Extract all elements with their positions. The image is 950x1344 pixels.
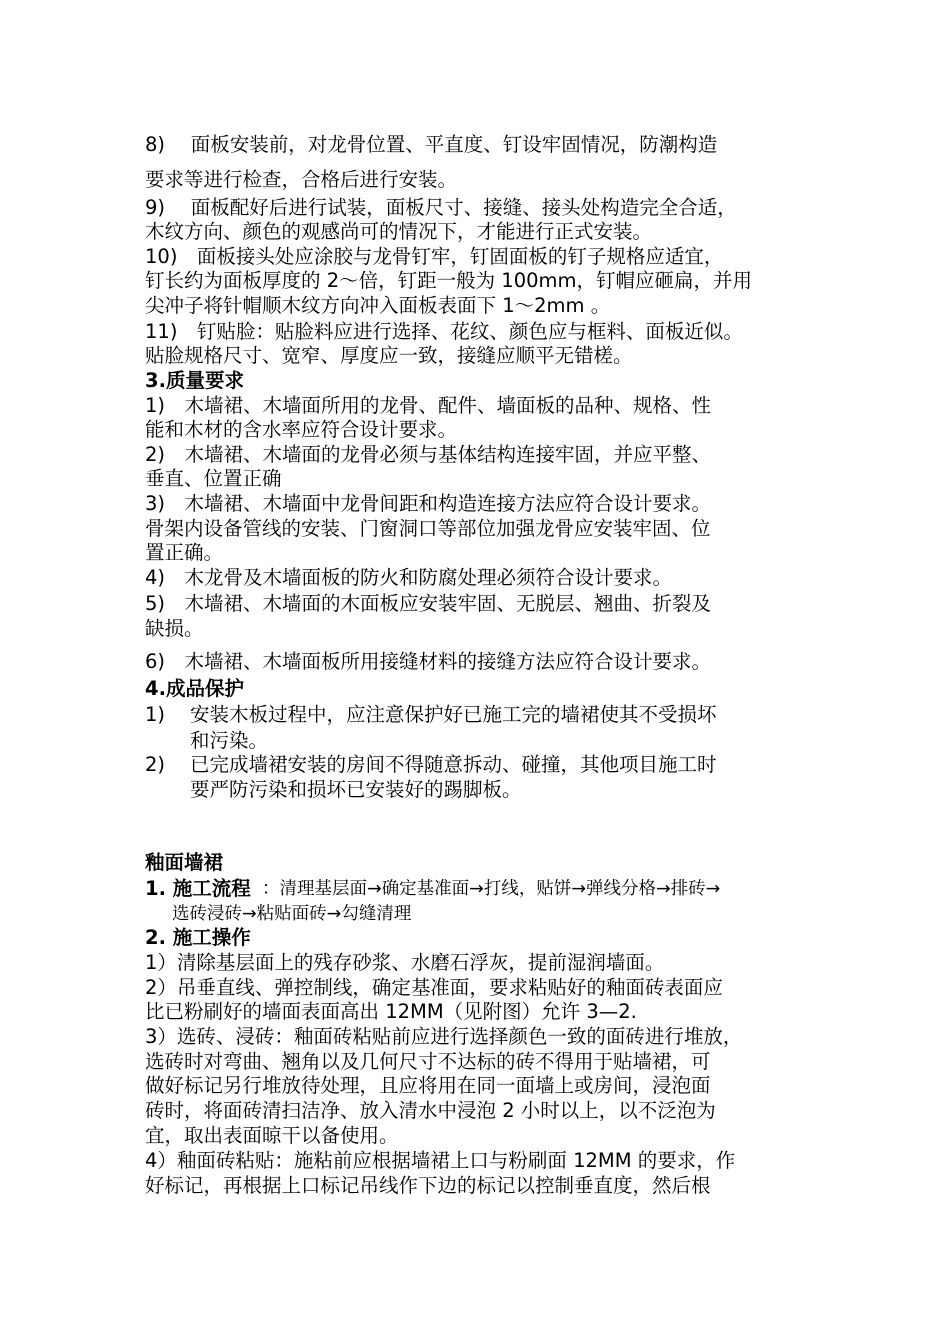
text-line: 木纹方向、颜色的观感尚可的情况下，才能进行正式安装。 <box>145 220 653 243</box>
text-line: 砖时，将面砖清扫洁净、放入清水中浸泡 2 小时以上，以不泛泡为 <box>145 1099 716 1122</box>
text-line: 9) 面板配好后进行试装，面板尺寸、接缝、接头处构造完全合适， <box>145 196 737 219</box>
text-line: 5) 木墙裙、木墙面的木面板应安装牢固、无脱层、翘曲、折裂及 <box>145 592 712 615</box>
subsection-heading: 1. 施工流程 <box>145 877 251 900</box>
text-line: 要求等进行检查，合格后进行安装。 <box>145 168 458 191</box>
text-line: 尖冲子将针帽顺木纹方向冲入面板表面下 1～2mm 。 <box>145 294 611 317</box>
section-title: 釉面墙裙 <box>145 851 224 874</box>
text-line: 和污染。 <box>190 729 269 752</box>
section-heading: 3.质量要求 <box>145 369 244 392</box>
text-line: 垂直、位置正确 <box>145 467 282 490</box>
text-line: 10) 面板接头处应涂胶与龙骨钉牢，钉固面板的钉子规格应适宜， <box>145 245 724 268</box>
process-flow: ：清理基层面→确定基准面→打线，贴饼→弹线分格→排砖→ <box>262 879 721 899</box>
text-line: 1）清除基层面上的残存砂浆、水磨石浮灰，提前湿润墙面。 <box>145 951 665 974</box>
text-line: 8) 面板安装前，对龙骨位置、平直度、钉设牢固情况，防潮构造 <box>145 133 718 156</box>
subsection-heading: 2. 施工操作 <box>145 926 251 949</box>
text-line: 3）选砖、浸砖：釉面砖粘贴前应进行选择颜色一致的面砖进行堆放， <box>145 1025 743 1048</box>
text-line: 贴脸规格尺寸、宽窄、厚度应一致，接缝应顺平无错槎。 <box>145 344 633 367</box>
text-line: 11) 钉贴脸：贴脸料应进行选择、花纹、颜色应与框料、面板近似。 <box>145 320 743 343</box>
text-line: 已完成墙裙安装的房间不得随意拆动、碰撞，其他项目施工时 <box>190 753 717 776</box>
text-line: 1) 木墙裙、木墙面所用的龙骨、配件、墙面板的品种、规格、性 <box>145 394 712 417</box>
list-number: 1) <box>145 703 166 726</box>
text-line: 4) 木龙骨及木墙面板的防火和防腐处理必须符合设计要求。 <box>145 566 673 589</box>
text-line: 3) 木墙裙、木墙面中龙骨间距和构造连接方法应符合设计要求。 <box>145 492 712 515</box>
section-heading: 4.成品保护 <box>145 677 244 700</box>
text-line: 骨架内设备管线的安装、门窗洞口等部位加强龙骨应安装牢固、位 <box>145 517 711 540</box>
text-line: 能和木材的含水率应符合设计要求。 <box>145 418 458 441</box>
text-line: 安装木板过程中，应注意保护好已施工完的墙裙使其不受损坏 <box>190 703 717 726</box>
text-line: 比已粉刷好的墙面表面高出 12MM（见附图）允许 3—2. <box>145 1000 637 1023</box>
text-line: 宜，取出表面晾干以备使用。 <box>145 1124 399 1147</box>
text-line: 好标记，再根据上口标记吊线作下边的标记以控制垂直度，然后根 <box>145 1174 711 1197</box>
text-line: 2) 木墙裙、木墙面的龙骨必须与基体结构连接牢固，并应平整、 <box>145 443 712 466</box>
text-line: 6) 木墙裙、木墙面板所用接缝材料的接缝方法应符合设计要求。 <box>145 650 712 673</box>
text-line: 2）吊垂直线、弹控制线，确定基准面，要求粘贴好的釉面砖表面应 <box>145 976 723 999</box>
text-line: 要严防污染和损坏已安装好的踢脚板。 <box>190 778 522 801</box>
text-line: 置正确。 <box>145 541 224 564</box>
text-line: 钉长约为面板厚度的 2～倍，钉距一般为 100mm，钉帽应砸扁，并用 <box>145 269 753 292</box>
text-line: 4）釉面砖粘贴：施粘前应根据墙裙上口与粉刷面 12MM 的要求，作 <box>145 1149 736 1172</box>
list-number: 2) <box>145 753 166 776</box>
text-line: 做好标记另行堆放待处理，且应将用在同一面墙上或房间，浸泡面 <box>145 1074 711 1097</box>
process-flow: 选砖浸砖→粘贴面砖→勾缝清理 <box>172 904 412 924</box>
text-line: 选砖时对弯曲、翘角以及几何尺寸不达标的砖不得用于贴墙裙，可 <box>145 1050 711 1073</box>
text-line: 缺损。 <box>145 617 204 640</box>
